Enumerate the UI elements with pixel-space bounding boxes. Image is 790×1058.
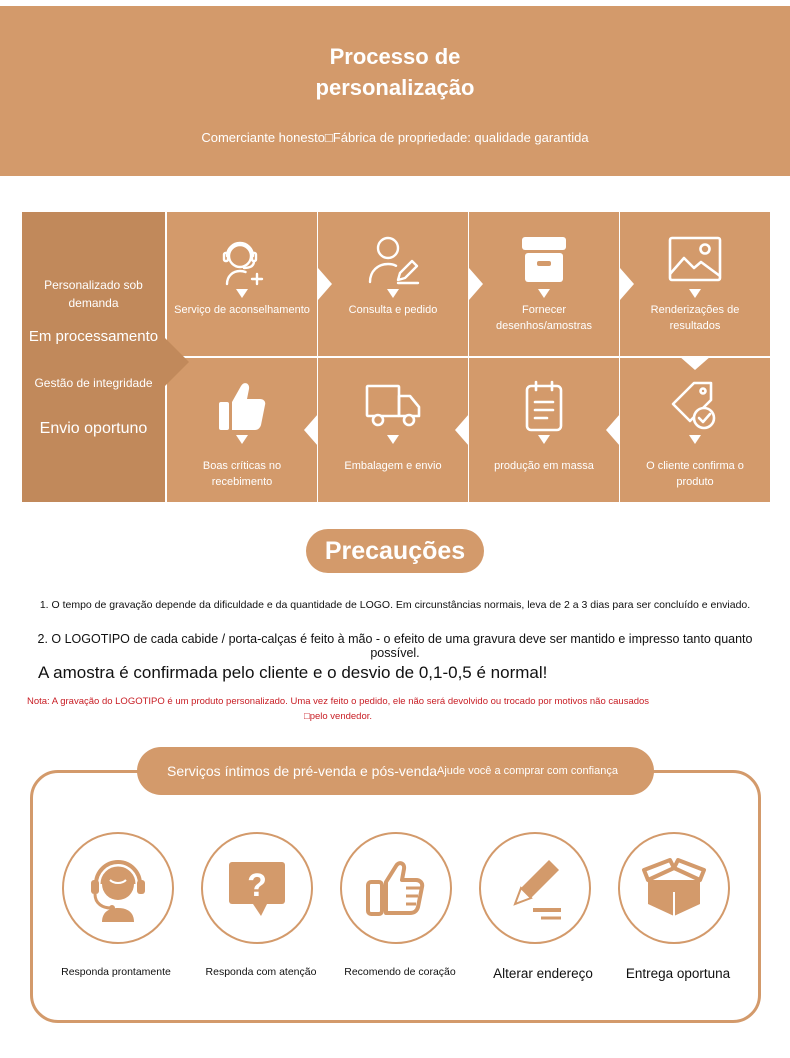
process-sidebar bbox=[22, 212, 165, 502]
header-subtitle: Comerciante honesto□Fábrica de propriedade: qualidade garantida bbox=[201, 130, 589, 145]
sidebar-arrow bbox=[165, 338, 189, 386]
service-quick-reply bbox=[62, 832, 174, 944]
services-subtitle: Ajude você a comprar com confiança bbox=[437, 765, 618, 777]
down-triangle-icon bbox=[387, 289, 399, 298]
title-line-2: personalização bbox=[315, 75, 475, 100]
page-title bbox=[0, 41, 790, 103]
svg-text:?: ? bbox=[247, 867, 267, 903]
down-triangle-icon bbox=[236, 289, 248, 298]
precaution-item-1: 1. O tempo de gravação depende da dificuldade e da quantidade de LOGO. Em circunstâncias normais, leva de 2 a 3 dias para ser concluído e enviado. bbox=[39, 599, 751, 611]
thumbs-up-icon bbox=[213, 380, 271, 432]
step-consulting bbox=[167, 212, 317, 356]
thumbs-up-icon bbox=[362, 854, 430, 922]
down-triangle-icon bbox=[538, 289, 550, 298]
step-label: produção em massa bbox=[494, 460, 594, 472]
header-banner bbox=[0, 6, 790, 176]
flow-arrow-down bbox=[679, 356, 711, 370]
headset-support-icon bbox=[213, 234, 271, 286]
step-label: Serviço de aconselhamento bbox=[174, 304, 310, 316]
step-drawings bbox=[469, 212, 619, 356]
step-label: Fornecer desenhos/amostras bbox=[496, 304, 592, 332]
image-icon bbox=[666, 234, 724, 286]
flow-arrow-right bbox=[469, 268, 483, 300]
sidebar-integrity: Gestão de integridade bbox=[34, 376, 153, 390]
service-label: Responda com atenção bbox=[205, 966, 317, 978]
service-label: Alterar endereço bbox=[493, 966, 593, 981]
service-recommend bbox=[340, 832, 452, 944]
down-triangle-icon bbox=[689, 289, 701, 298]
title-line-1: Processo de bbox=[329, 44, 461, 69]
flow-arrow-left bbox=[455, 414, 469, 446]
step-customer-confirms bbox=[620, 358, 770, 502]
clipboard-list-icon bbox=[515, 380, 573, 432]
open-box-icon bbox=[640, 854, 708, 922]
precaution-item-2: 2. O LOGOTIPO de cada cabide / porta-calças é feito à mão - o efeito de uma gravura deve ser mantido e impresso tanto quanto possível. bbox=[37, 632, 753, 660]
precaution-item-3: A amostra é confirmada pelo cliente e o desvio de 0,1-0,5 é normal! bbox=[38, 663, 548, 682]
step-packaging bbox=[318, 358, 468, 502]
flow-arrow-left bbox=[304, 414, 318, 446]
question-bubble-icon bbox=[223, 854, 291, 922]
step-label: Consulta e pedido bbox=[348, 304, 438, 316]
services-title: Serviços íntimos de pré-venda e pós-venda bbox=[167, 763, 438, 779]
service-attentive-reply bbox=[201, 832, 313, 944]
down-triangle-icon bbox=[236, 435, 248, 444]
flow-arrow-left bbox=[606, 414, 620, 446]
sidebar-processing: Em processamento bbox=[28, 328, 159, 345]
step-label: Renderizações de resultados bbox=[650, 304, 740, 332]
flow-arrow-right bbox=[620, 268, 634, 300]
pencil-edit-icon bbox=[501, 854, 569, 922]
warning-note: Nota: A gravação do LOGOTIPO é um produto personalizado. Uma vez feito o pedido, ele não será devolvido ou trocado por motivos não causados □pelo vendedor. bbox=[26, 696, 650, 722]
sidebar-timely-shipping: Envio oportuno bbox=[39, 420, 148, 437]
customization-process bbox=[22, 212, 770, 502]
step-label: Embalagem e envio bbox=[344, 460, 442, 472]
service-label: Responda prontamente bbox=[61, 966, 171, 978]
down-triangle-icon bbox=[689, 435, 701, 444]
step-mass-production bbox=[469, 358, 619, 502]
service-timely-delivery bbox=[618, 832, 730, 944]
step-good-reviews bbox=[167, 358, 317, 502]
user-edit-icon bbox=[364, 234, 422, 286]
service-label: Recomendo de coração bbox=[344, 966, 456, 978]
flow-arrow-right bbox=[318, 268, 332, 300]
down-triangle-icon bbox=[538, 435, 550, 444]
delivery-truck-icon bbox=[364, 380, 422, 432]
down-triangle-icon bbox=[387, 435, 399, 444]
tag-check-icon bbox=[666, 380, 724, 432]
service-change-address bbox=[479, 832, 591, 944]
step-order bbox=[318, 212, 468, 356]
step-label: Boas críticas no recebimento bbox=[202, 460, 282, 488]
customer-service-agent-icon bbox=[84, 854, 152, 922]
step-label: O cliente confirma o produto bbox=[646, 460, 744, 488]
services-header bbox=[137, 747, 654, 795]
sidebar-custom-on-demand: Personalizado sob demanda bbox=[44, 278, 143, 310]
service-label: Entrega oportuna bbox=[625, 966, 731, 981]
precautions-title: Precauções bbox=[306, 529, 484, 573]
archive-box-icon bbox=[515, 234, 573, 286]
step-renderings bbox=[620, 212, 770, 356]
